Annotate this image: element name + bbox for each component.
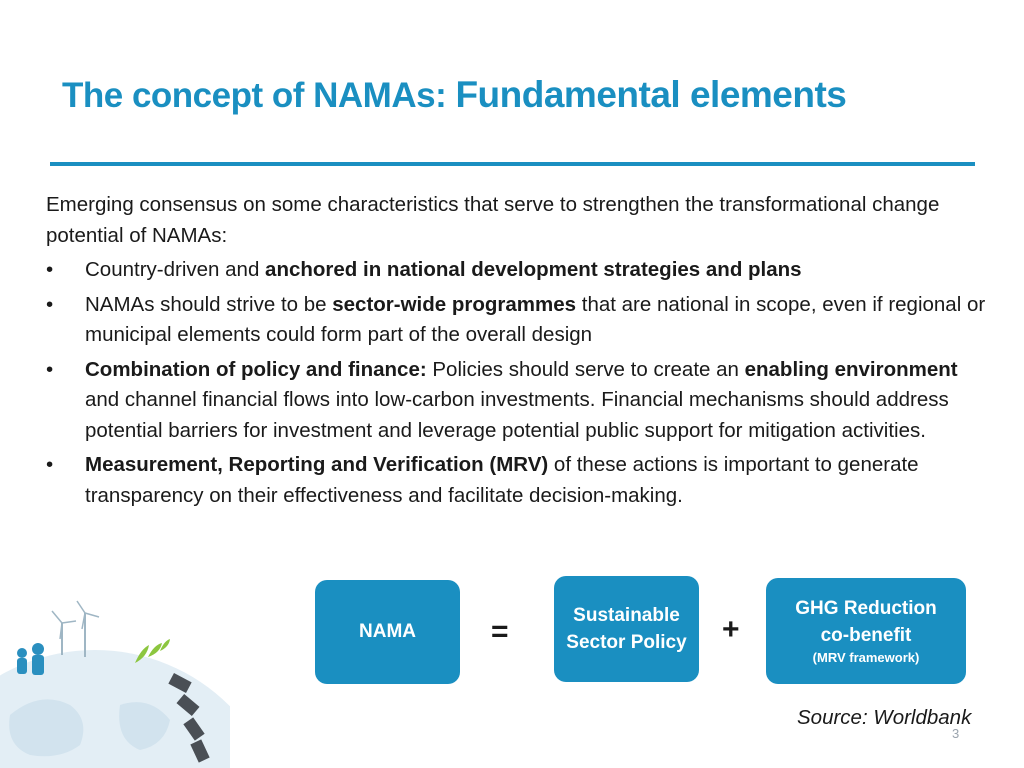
- bullet-text: Policies should serve to create an: [426, 357, 745, 381]
- ghg-reduction-box: [766, 578, 966, 684]
- equals-sign: =: [491, 615, 509, 648]
- nama-box: [315, 580, 460, 684]
- ghg-box-line-1: GHG Reduction: [795, 598, 937, 619]
- wind-turbine-icon: [52, 601, 99, 657]
- bullet-bold: Combination of policy and finance:: [85, 357, 427, 381]
- bullet-text: and channel financial flows into low-carbon investments. Financial mechanisms should address potential barriers for investment and leverage potential public support for mitigation activities.: [85, 388, 949, 442]
- slide-body: [46, 190, 996, 515]
- bullet-bold: enabling environment: [744, 357, 958, 381]
- plus-sign: +: [722, 613, 740, 646]
- bullet-item-country-driven: [46, 255, 996, 286]
- bullet-text: that are national in scope, even if regional or municipal elements could form part of the overall design: [85, 292, 986, 346]
- bullet-icon: •: [46, 357, 54, 381]
- bullet-bold: anchored in national development strategies and plans: [265, 258, 802, 281]
- bullet-text: of these actions is important to generate transparency on their effectiveness and facilitate decision-making.: [85, 453, 919, 507]
- bullet-item-policy-finance: [46, 355, 996, 447]
- bullet-list: [46, 255, 996, 511]
- bullet-item-mrv: [46, 450, 996, 511]
- title-underline: [50, 162, 975, 166]
- bullet-bold: Measurement, Reporting and Verification (MRV): [85, 453, 549, 476]
- page-number: 3: [952, 726, 960, 741]
- bullet-icon: •: [46, 292, 54, 316]
- title-part-1: The concept of NAMAs:: [62, 76, 456, 115]
- source-citation: Source: Worldbank: [797, 706, 972, 729]
- slide-title: [62, 74, 846, 116]
- bullet-bold: sector-wide programmes: [332, 292, 577, 316]
- bullet-icon: •: [46, 258, 54, 281]
- bullet-icon: •: [46, 453, 54, 476]
- sustainable-sector-policy-box: [554, 576, 699, 682]
- ghg-box-subtitle: (MRV framework): [812, 650, 920, 665]
- policy-box-line-1: Sustainable: [573, 605, 680, 626]
- nama-box-label: NAMA: [359, 621, 416, 642]
- bullet-item-sector-wide: [46, 290, 996, 351]
- title-part-2: Fundamental elements: [455, 74, 847, 115]
- bullet-text: NAMAs should strive to be: [85, 292, 333, 316]
- ghg-box-line-2: co-benefit: [820, 625, 912, 646]
- intro-text: Emerging consensus on some characteristics that serve to strengthen the transformational change potential of NAMAs:: [46, 193, 940, 247]
- bullet-text: Country-driven and: [85, 258, 266, 281]
- policy-box-line-2: Sector Policy: [566, 632, 687, 653]
- globe-illustration-icon: [0, 595, 230, 768]
